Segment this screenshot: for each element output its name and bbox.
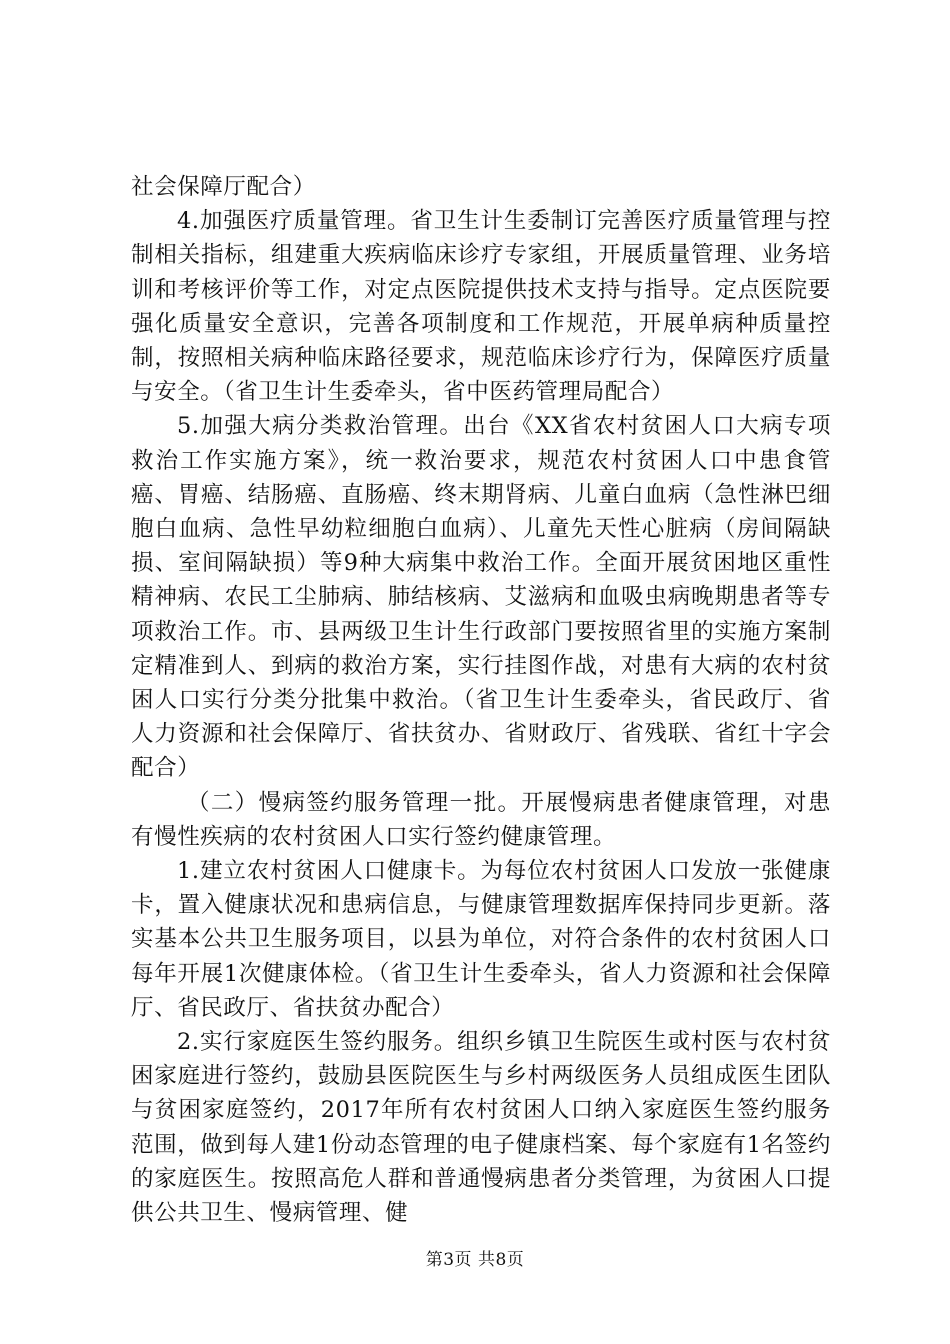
paragraph-item-2: 2.实行家庭医生签约服务。组织乡镇卫生院医生或村医与农村贫困家庭进行签约，鼓励县医院医生与乡村两级医务人员组成医生团队与贫困家庭签约，2017年所有农村贫困人口纳入家庭医生签约服务范围，做到每人建1份动态管理的电子健康档案、每个家庭有1名签约的家庭医生。按照高危人群和普通慢病患者分类管理，为贫困人口提供公共卫生、慢病管理、健 xyxy=(131,1029,831,1227)
paragraph-item-4: 4.加强医疗质量管理。省卫生计生委制订完善医疗质量管理与控制相关指标，组建重大疾病临床诊疗专家组，开展质量管理、业务培训和考核评价等工作，对定点医院提供技术支持与指导。定点医院要强化质量安全意识，完善各项制度和工作规范，开展单病种质量控制，按照相关病种临床路径要求，规范临床诊疗行为，保障医疗质量与安全。（省卫生计生委牵头，省中医药管理局配合） xyxy=(131,208,831,406)
page-number-footer: 第3页 共8页 xyxy=(425,1250,525,1270)
paragraph-continuation: 社会保障厅配合） xyxy=(131,174,316,200)
paragraph-section-2: （二）慢病签约服务管理一批。开展慢病患者健康管理，对患有慢性疾病的农村贫困人口实行签约健康管理。 xyxy=(131,789,831,850)
paragraph-item-1: 1.建立农村贫困人口健康卡。为每位农村贫困人口发放一张健康卡，置入健康状况和患病信息，与健康管理数据库保持同步更新。落实基本公共卫生服务项目，以县为单位，对符合条件的农村贫困人口每年开展1次健康体检。（省卫生计生委牵头，省人力资源和社会保障厅、省民政厅、省扶贫办配合） xyxy=(131,858,831,1021)
paragraph-item-5: 5.加强大病分类救治管理。出台《XX省农村贫困人口大病专项救治工作实施方案》，统一救治要求，规范农村贫困人口中患食管癌、胃癌、结肠癌、直肠癌、终末期肾病、儿童白血病（急性淋巴细胞白血病、急性早幼粒细胞白血病）、儿童先天性心脏病（房间隔缺损、室间隔缺损）等9种大病集中救治工作。全面开展贫困地区重性精神病、农民工尘肺病、肺结核病、艾滋病和血吸虫病晚期患者等专项救治工作。市、县两级卫生计生行政部门要按照省里的实施方案制定精准到人、到病的救治方案，实行挂图作战，对患有大病的农村贫困人口实行分类分批集中救治。（省卫生计生委牵头，省民政厅、省人力资源和社会保障厅、省扶贫办、省财政厅、省残联、省红十字会配合） xyxy=(131,413,831,782)
document-body xyxy=(131,170,831,1230)
